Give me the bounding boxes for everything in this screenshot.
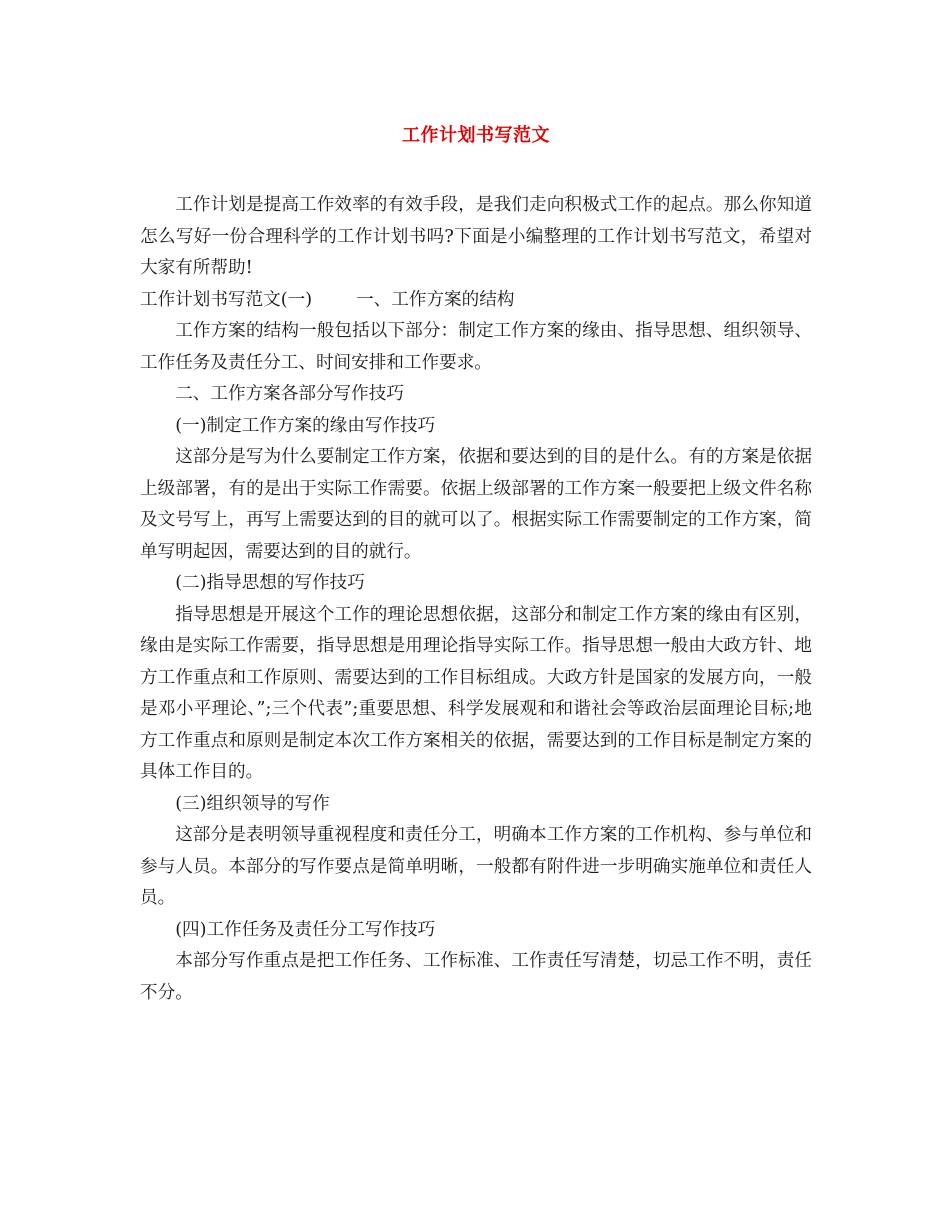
structure-paragraph: 工作方案的结构一般包括以下部分：制定工作方案的缘由、指导思想、组织领导、工作任务及责任分工、时间安排和工作要求。	[140, 321, 812, 373]
guiding-paragraph: 指导思想是开展这个工作的理论思想依据，这部分和制定工作方案的缘由有区别，缘由是实际工作需要，指导思想是用理论指导实际工作。指导思想一般由大政方针、地方工作重点和工作原则、需要达到的工作目标组成。大政方针是国家的发展方向，一般是邓小平理论、”;三个代表”;重要思想、科学发展观和和谐社会等政治层面理论目标;地方工作重点和原则是制定本次工作方案相关的依据，需要达到的工作目标是制定方案的具体工作目的。	[140, 604, 812, 782]
section-heading: 一、工作方案的结构	[356, 289, 515, 310]
document-body	[140, 190, 812, 1009]
tasks-paragraph: 本部分写作重点是把工作任务、工作标准、工作责任写清楚，切忌工作不明，责任不分。	[140, 951, 812, 1003]
document-title: 工作计划书写范文	[402, 125, 550, 146]
intro-paragraph: 工作计划是提高工作效率的有效手段，是我们走向积极式工作的起点。那么你知道怎么写好一份合理科学的工作计划书吗?下面是小编整理的工作计划书写范文，希望对大家有所帮助!	[140, 195, 812, 278]
subheading-tasks: (四)工作任务及责任分工写作技巧	[175, 919, 436, 940]
subheading-techniques: 二、工作方案各部分写作技巧	[175, 384, 404, 404]
subheading-leadership: (三)组织领导的写作	[175, 793, 330, 814]
subheading-reason: (一)制定工作方案的缘由写作技巧	[175, 415, 436, 436]
section-label: 工作计划书写范文(一)	[140, 289, 313, 310]
section-heading-line	[140, 285, 812, 317]
reason-paragraph: 这部分是写为什么要制定工作方案，依据和要达到的目的是什么。有的方案是依据上级部署，有的是出于实际工作需要。依据上级部署的工作方案一般要把上级文件名称及文号写上，再写上需要达到的目的就可以了。根据实际工作需要制定的工作方案，简单写明起因，需要达到的目的就行。	[140, 447, 812, 562]
leadership-paragraph: 这部分是表明领导重视程度和责任分工，明确本工作方案的工作机构、参与单位和参与人员。本部分的写作要点是简单明晰，一般都有附件进一步明确实施单位和责任人员。	[140, 825, 812, 908]
subheading-guiding: (二)指导思想的写作技巧	[175, 573, 365, 593]
